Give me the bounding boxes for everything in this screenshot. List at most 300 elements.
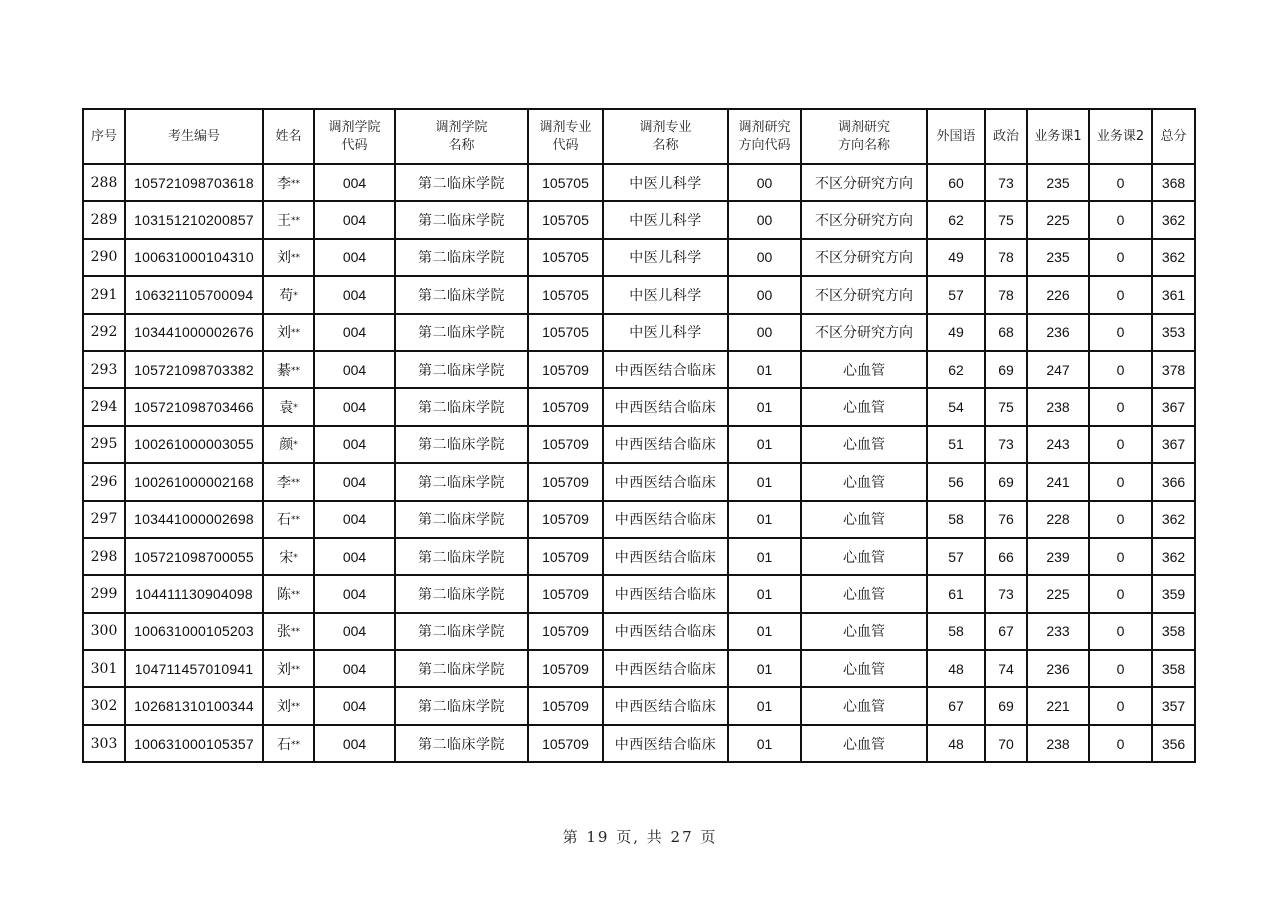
table-row: [83, 239, 1195, 276]
row-number: 301: [83, 650, 125, 687]
table-header-row: [83, 109, 1195, 164]
name-mask: **: [291, 664, 300, 675]
row-number: 298: [83, 538, 125, 575]
politics-score: 78: [985, 276, 1027, 313]
major-name: 中西医结合临床: [603, 426, 728, 463]
column-header: [1027, 109, 1089, 164]
politics-score: 70: [985, 725, 1027, 762]
foreign-language-score: 48: [927, 650, 985, 687]
college-name: 第二临床学院: [395, 650, 528, 687]
table-row: [83, 575, 1195, 612]
politics-score: 75: [985, 201, 1027, 238]
column-header-label: 业务课2: [1096, 128, 1145, 144]
column-header: [528, 109, 603, 164]
candidate-name: [263, 650, 314, 687]
row-number: 296: [83, 463, 125, 500]
direction-name: 心血管: [801, 687, 927, 724]
college-code: 004: [314, 239, 395, 276]
column-header-label: 考生编号: [167, 128, 220, 144]
candidate-id: 105721098703466: [125, 388, 263, 425]
total-score: 362: [1152, 538, 1195, 575]
course1-score: 235: [1027, 164, 1089, 201]
direction-name: 心血管: [801, 463, 927, 500]
course2-score: 0: [1089, 276, 1152, 313]
course1-score: 236: [1027, 314, 1089, 351]
row-number: 290: [83, 239, 125, 276]
major-name: 中西医结合临床: [603, 463, 728, 500]
candidate-name: [263, 276, 314, 313]
name-mask: *: [293, 403, 298, 414]
direction-name: 不区分研究方向: [801, 276, 927, 313]
foreign-language-score: 49: [927, 314, 985, 351]
name-mask: **: [291, 216, 300, 227]
course2-score: 0: [1089, 501, 1152, 538]
column-header: [314, 109, 395, 164]
direction-name: 不区分研究方向: [801, 164, 927, 201]
column-header-label: 姓名: [275, 128, 302, 144]
course1-score: 243: [1027, 426, 1089, 463]
college-name: 第二临床学院: [395, 239, 528, 276]
name-mask: **: [291, 253, 300, 264]
row-number: 293: [83, 351, 125, 388]
direction-name: 不区分研究方向: [801, 201, 927, 238]
name-mask: **: [291, 702, 300, 713]
foreign-language-score: 62: [927, 351, 985, 388]
surname: 石: [277, 512, 291, 529]
column-header: [125, 109, 263, 164]
candidate-name: [263, 575, 314, 612]
course2-score: 0: [1089, 725, 1152, 762]
total-score: 361: [1152, 276, 1195, 313]
college-name: 第二临床学院: [395, 538, 528, 575]
table-row: [83, 351, 1195, 388]
college-code: 004: [314, 725, 395, 762]
column-header: [83, 109, 125, 164]
major-code: 105709: [528, 426, 603, 463]
foreign-language-score: 58: [927, 501, 985, 538]
table-row: [83, 276, 1195, 313]
foreign-language-score: 56: [927, 463, 985, 500]
column-header: [263, 109, 314, 164]
total-score: 358: [1152, 613, 1195, 650]
total-score: 362: [1152, 239, 1195, 276]
direction-code: 00: [728, 164, 801, 201]
course1-score: 233: [1027, 613, 1089, 650]
table-row: [83, 426, 1195, 463]
row-number: 302: [83, 687, 125, 724]
surname: 张: [277, 624, 291, 641]
total-score: 356: [1152, 725, 1195, 762]
college-code: 004: [314, 575, 395, 612]
course2-score: 0: [1089, 388, 1152, 425]
direction-code: 01: [728, 650, 801, 687]
column-header: [603, 109, 728, 164]
candidate-id: 105721098700055: [125, 538, 263, 575]
college-code: 004: [314, 613, 395, 650]
course1-score: 225: [1027, 575, 1089, 612]
direction-name: 心血管: [801, 501, 927, 538]
direction-code: 00: [728, 314, 801, 351]
column-header-label-line2: 代码: [341, 137, 368, 153]
major-code: 105705: [528, 314, 603, 351]
surname: 陈: [277, 586, 291, 603]
total-score: 358: [1152, 650, 1195, 687]
foreign-language-score: 48: [927, 725, 985, 762]
course2-score: 0: [1089, 314, 1152, 351]
direction-code: 01: [728, 687, 801, 724]
column-header: [728, 109, 801, 164]
direction-name: 不区分研究方向: [801, 239, 927, 276]
politics-score: 68: [985, 314, 1027, 351]
column-header-label: 外国语: [936, 128, 976, 144]
major-code: 105709: [528, 650, 603, 687]
candidate-name: [263, 388, 314, 425]
column-header-label: 调剂学院: [328, 119, 381, 135]
table-row: [83, 314, 1195, 351]
course2-score: 0: [1089, 426, 1152, 463]
candidate-name: [263, 725, 314, 762]
column-header-label: 调剂研究: [837, 119, 890, 135]
row-number: 292: [83, 314, 125, 351]
name-mask: **: [291, 365, 300, 376]
politics-score: 74: [985, 650, 1027, 687]
direction-code: 01: [728, 501, 801, 538]
direction-code: 01: [728, 538, 801, 575]
row-number: 295: [83, 426, 125, 463]
direction-name: 心血管: [801, 613, 927, 650]
direction-code: 00: [728, 201, 801, 238]
row-number: 297: [83, 501, 125, 538]
course1-score: 236: [1027, 650, 1089, 687]
candidate-name: [263, 201, 314, 238]
major-code: 105705: [528, 239, 603, 276]
surname: 袁: [279, 400, 294, 417]
direction-name: 心血管: [801, 725, 927, 762]
candidate-name: [263, 463, 314, 500]
major-code: 105705: [528, 164, 603, 201]
college-name: 第二临床学院: [395, 575, 528, 612]
column-header: [801, 109, 927, 164]
row-number: 294: [83, 388, 125, 425]
surname: 綦: [277, 362, 291, 379]
column-header-label: 调剂学院: [435, 119, 488, 135]
college-name: 第二临床学院: [395, 164, 528, 201]
major-code: 105709: [528, 388, 603, 425]
direction-name: 心血管: [801, 426, 927, 463]
direction-code: 01: [728, 575, 801, 612]
college-code: 004: [314, 426, 395, 463]
column-header: [985, 109, 1027, 164]
column-header: [1089, 109, 1152, 164]
column-header-label-line2: 名称: [448, 137, 475, 153]
college-code: 004: [314, 276, 395, 313]
name-mask: **: [291, 178, 300, 189]
candidate-name: [263, 426, 314, 463]
college-name: 第二临床学院: [395, 687, 528, 724]
total-score: 362: [1152, 501, 1195, 538]
candidate-id: 100631000104310: [125, 239, 263, 276]
surname: 苟: [279, 287, 294, 304]
course2-score: 0: [1089, 351, 1152, 388]
major-name: 中医儿科学: [603, 276, 728, 313]
politics-score: 66: [985, 538, 1027, 575]
college-name: 第二临床学院: [395, 725, 528, 762]
major-code: 105709: [528, 351, 603, 388]
surname: 刘: [277, 250, 291, 267]
surname: 颜: [279, 437, 294, 454]
college-name: 第二临床学院: [395, 314, 528, 351]
foreign-language-score: 49: [927, 239, 985, 276]
course1-score: 225: [1027, 201, 1089, 238]
candidate-id: 103441000002676: [125, 314, 263, 351]
college-name: 第二临床学院: [395, 276, 528, 313]
row-number: 300: [83, 613, 125, 650]
surname: 刘: [277, 325, 291, 342]
course1-score: 238: [1027, 388, 1089, 425]
row-number: 303: [83, 725, 125, 762]
total-score: 367: [1152, 426, 1195, 463]
direction-code: 00: [728, 239, 801, 276]
course2-score: 0: [1089, 201, 1152, 238]
direction-name: 心血管: [801, 575, 927, 612]
college-code: 004: [314, 351, 395, 388]
column-header-label: 总分: [1160, 128, 1187, 144]
major-code: 105705: [528, 276, 603, 313]
surname: 石: [277, 736, 291, 753]
college-code: 004: [314, 501, 395, 538]
foreign-language-score: 61: [927, 575, 985, 612]
politics-score: 69: [985, 351, 1027, 388]
direction-name: 心血管: [801, 538, 927, 575]
candidate-id: 104711457010941: [125, 650, 263, 687]
column-header-label: 政治: [992, 128, 1019, 144]
college-name: 第二临床学院: [395, 426, 528, 463]
column-header-label: 调剂研究: [738, 119, 791, 135]
direction-name: 心血管: [801, 351, 927, 388]
candidate-name: [263, 687, 314, 724]
college-code: 004: [314, 164, 395, 201]
major-code: 105709: [528, 687, 603, 724]
candidate-id: 104411130904098: [125, 575, 263, 612]
college-name: 第二临床学院: [395, 463, 528, 500]
major-code: 105709: [528, 613, 603, 650]
table-row: [83, 501, 1195, 538]
name-mask: **: [291, 328, 300, 339]
total-score: 362: [1152, 201, 1195, 238]
name-mask: **: [291, 477, 300, 488]
candidate-name: [263, 538, 314, 575]
direction-name: 心血管: [801, 650, 927, 687]
name-mask: *: [293, 552, 298, 563]
column-header-label-line2: 名称: [652, 137, 679, 153]
candidate-id: 103151210200857: [125, 201, 263, 238]
college-code: 004: [314, 687, 395, 724]
total-score: 359: [1152, 575, 1195, 612]
foreign-language-score: 67: [927, 687, 985, 724]
direction-code: 01: [728, 426, 801, 463]
major-name: 中西医结合临床: [603, 538, 728, 575]
column-header-label: 序号: [90, 128, 117, 144]
candidate-id: 105721098703382: [125, 351, 263, 388]
direction-name: 心血管: [801, 388, 927, 425]
name-mask: **: [291, 589, 300, 600]
surname: 刘: [277, 699, 291, 716]
major-name: 中西医结合临床: [603, 613, 728, 650]
column-header-label: 业务课1: [1034, 128, 1082, 144]
candidate-name: [263, 314, 314, 351]
course2-score: 0: [1089, 239, 1152, 276]
course1-score: 241: [1027, 463, 1089, 500]
course1-score: 228: [1027, 501, 1089, 538]
politics-score: 67: [985, 613, 1027, 650]
politics-score: 78: [985, 239, 1027, 276]
surname: 刘: [277, 661, 291, 678]
course1-score: 235: [1027, 239, 1089, 276]
surname: 李: [277, 175, 291, 192]
row-number: 288: [83, 164, 125, 201]
college-code: 004: [314, 314, 395, 351]
total-score: 367: [1152, 388, 1195, 425]
candidate-name: [263, 164, 314, 201]
college-code: 004: [314, 388, 395, 425]
table-row: [83, 538, 1195, 575]
column-header-label-line2: 方向代码: [738, 137, 791, 153]
surname: 宋: [279, 549, 294, 566]
foreign-language-score: 60: [927, 164, 985, 201]
candidate-name: [263, 501, 314, 538]
politics-score: 76: [985, 501, 1027, 538]
direction-code: 00: [728, 276, 801, 313]
foreign-language-score: 57: [927, 276, 985, 313]
major-code: 105709: [528, 575, 603, 612]
major-name: 中西医结合临床: [603, 575, 728, 612]
table-row: [83, 201, 1195, 238]
name-mask: **: [291, 515, 300, 526]
table-row: [83, 388, 1195, 425]
total-score: 357: [1152, 687, 1195, 724]
major-name: 中西医结合临床: [603, 388, 728, 425]
course1-score: 226: [1027, 276, 1089, 313]
foreign-language-score: 51: [927, 426, 985, 463]
total-score: 353: [1152, 314, 1195, 351]
candidate-id: 100261000002168: [125, 463, 263, 500]
course1-score: 238: [1027, 725, 1089, 762]
foreign-language-score: 58: [927, 613, 985, 650]
column-header: [395, 109, 528, 164]
foreign-language-score: 57: [927, 538, 985, 575]
major-code: 105705: [528, 201, 603, 238]
candidate-id: 102681310100344: [125, 687, 263, 724]
direction-code: 01: [728, 613, 801, 650]
major-code: 105709: [528, 463, 603, 500]
table-row: [83, 164, 1195, 201]
politics-score: 73: [985, 164, 1027, 201]
table-row: [83, 725, 1195, 762]
direction-code: 01: [728, 351, 801, 388]
name-mask: **: [291, 627, 300, 638]
column-header: [1152, 109, 1195, 164]
course2-score: 0: [1089, 538, 1152, 575]
table-body: [83, 164, 1195, 762]
politics-score: 73: [985, 575, 1027, 612]
direction-name: 不区分研究方向: [801, 314, 927, 351]
course2-score: 0: [1089, 164, 1152, 201]
candidate-id: 100261000003055: [125, 426, 263, 463]
foreign-language-score: 54: [927, 388, 985, 425]
direction-code: 01: [728, 388, 801, 425]
table-row: [83, 650, 1195, 687]
major-name: 中医儿科学: [603, 201, 728, 238]
direction-code: 01: [728, 463, 801, 500]
major-name: 中西医结合临床: [603, 351, 728, 388]
name-mask: **: [291, 739, 300, 750]
politics-score: 69: [985, 463, 1027, 500]
politics-score: 75: [985, 388, 1027, 425]
candidate-name: [263, 351, 314, 388]
major-name: 中西医结合临床: [603, 501, 728, 538]
candidate-name: [263, 239, 314, 276]
column-header-label: 调剂专业: [639, 119, 692, 135]
course2-score: 0: [1089, 463, 1152, 500]
candidate-id: 100631000105357: [125, 725, 263, 762]
table-row: [83, 463, 1195, 500]
college-code: 004: [314, 538, 395, 575]
major-name: 中医儿科学: [603, 164, 728, 201]
course2-score: 0: [1089, 575, 1152, 612]
table-row: [83, 613, 1195, 650]
course2-score: 0: [1089, 650, 1152, 687]
candidate-id: 103441000002698: [125, 501, 263, 538]
college-name: 第二临床学院: [395, 613, 528, 650]
politics-score: 73: [985, 426, 1027, 463]
surname: 李: [277, 474, 291, 491]
table-row: [83, 687, 1195, 724]
college-name: 第二临床学院: [395, 351, 528, 388]
name-mask: *: [293, 290, 298, 301]
major-name: 中西医结合临床: [603, 725, 728, 762]
candidate-id: 100631000105203: [125, 613, 263, 650]
course2-score: 0: [1089, 613, 1152, 650]
course2-score: 0: [1089, 687, 1152, 724]
college-code: 004: [314, 463, 395, 500]
surname: 王: [277, 213, 291, 230]
row-number: 291: [83, 276, 125, 313]
candidate-id: 106321105700094: [125, 276, 263, 313]
major-name: 中西医结合临床: [603, 687, 728, 724]
college-name: 第二临床学院: [395, 201, 528, 238]
total-score: 368: [1152, 164, 1195, 201]
politics-score: 69: [985, 687, 1027, 724]
major-name: 中医儿科学: [603, 239, 728, 276]
candidate-id: 105721098703618: [125, 164, 263, 201]
college-name: 第二临床学院: [395, 501, 528, 538]
admission-table: [82, 108, 1196, 763]
foreign-language-score: 62: [927, 201, 985, 238]
course1-score: 239: [1027, 538, 1089, 575]
college-name: 第二临床学院: [395, 388, 528, 425]
college-code: 004: [314, 650, 395, 687]
row-number: 299: [83, 575, 125, 612]
page-number: 第 19 页, 共 27 页: [562, 828, 718, 846]
column-header: [927, 109, 985, 164]
major-name: 中西医结合临床: [603, 650, 728, 687]
candidate-name: [263, 613, 314, 650]
column-header-label: 调剂专业: [539, 119, 592, 135]
course1-score: 247: [1027, 351, 1089, 388]
major-code: 105709: [528, 538, 603, 575]
course1-score: 221: [1027, 687, 1089, 724]
name-mask: *: [293, 440, 298, 451]
